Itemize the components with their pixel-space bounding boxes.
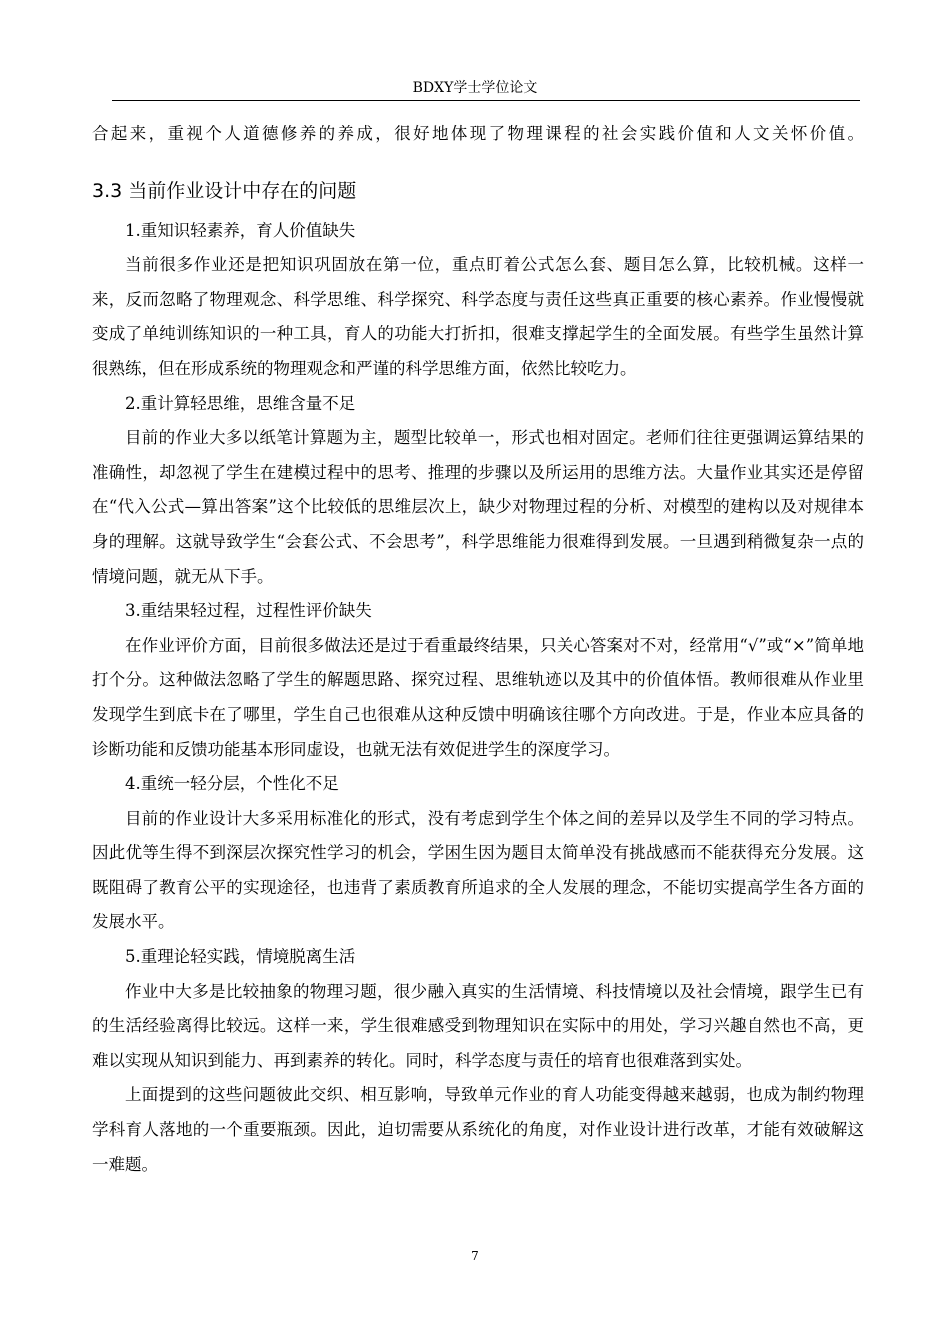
issue-title-2: 2.重计算轻思维，思维含量不足: [125, 393, 356, 413]
issue-paragraph-2: 目前的作业大多以纸笔计算题为主，题型比较单一，形式也相对固定。老师们往往更强调运算结果的准确性，却忽视了学生在建模过程中的思考、推理的步骤以及所运用的思维方法。大量作业其实还是停留在“代入公式—算出答案”这个比较低的思维层次上，缺少对物理过程的分析、对模型的建构以及对规律本身的理解。这就导致学生“会套公式、不会思考”，科学思维能力很难得到发展。一旦遇到稍微复杂一点的情境问题，就无从下手。: [92, 428, 864, 586]
section-heading: 3.3 当前作业设计中存在的问题: [92, 179, 357, 202]
issue-paragraph-3: 在作业评价方面，目前很多做法还是过于看重最终结果，只关心答案对不对，经常用“√”或“×”简单地打个分。这种做法忽略了学生的解题思路、探究过程、思维轨迹以及其中的价值体悟。教师很难从作业里发现学生到底卡在了哪里，学生自己也很难从这种反馈中明确该往哪个方向改进。于是，作业本应具备的诊断功能和反馈功能基本形同虚设，也就无法有效促进学生的深度学习。: [92, 635, 864, 759]
page-body: [92, 117, 864, 1182]
issue-title-1: 1.重知识轻素养，育人价值缺失: [125, 220, 356, 240]
issue-title-4: 4.重统一轻分层，个性化不足: [125, 774, 339, 794]
running-header: BDXY学士学位论文: [412, 80, 538, 96]
issue-title-3: 3.重结果轻过程，过程性评价缺失: [125, 601, 372, 621]
issue-paragraph-5: 作业中大多是比较抽象的物理习题，很少融入真实的生活情境、科技情境以及社会情境，跟学生已有的生活经验离得比较远。这样一来，学生很难感受到物理知识在实际中的用处，学习兴趣自然也不高，更难以实现从知识到能力、再到素养的转化。同时，科学态度与责任的培育也很难落到实处。: [92, 981, 864, 1070]
issue-title-5: 5.重理论轻实践，情境脱离生活: [125, 947, 356, 967]
closing-paragraph: 上面提到的这些问题彼此交织、相互影响，导致单元作业的育人功能变得越来越弱，也成为制约物理学科育人落地的一个重要瓶颈。因此，迫切需要从系统化的角度，对作业设计进行改革，才能有效破解这一难题。: [92, 1085, 864, 1174]
continued-paragraph: 合起来，重视个人道德修养的养成，很好地体现了物理课程的社会实践价值和人文关怀价值。: [92, 124, 864, 143]
issue-paragraph-4: 目前的作业设计大多采用标准化的形式，没有考虑到学生个体之间的差异以及学生不同的学习特点。因此优等生得不到深层次探究性学习的机会，学困生因为题目太简单没有挑战感而不能获得充分发展。这既阻碍了教育公平的实现途径，也违背了素质教育所追求的全人发展的理念，不能切实提高学生各方面的发展水平。: [92, 808, 864, 932]
header-rule: [112, 100, 860, 101]
page-number: 7: [471, 1249, 479, 1263]
issue-paragraph-1: 当前很多作业还是把知识巩固放在第一位，重点盯着公式怎么套、题目怎么算，比较机械。这样一来，反而忽略了物理观念、科学思维、科学探究、科学态度与责任这些真正重要的核心素养。作业慢慢就变成了单纯训练知识的一种工具，育人的功能大打折扣，很难支撑起学生的全面发展。有些学生虽然计算很熟练，但在形成系统的物理观念和严谨的科学思维方面，依然比较吃力。: [92, 255, 864, 378]
